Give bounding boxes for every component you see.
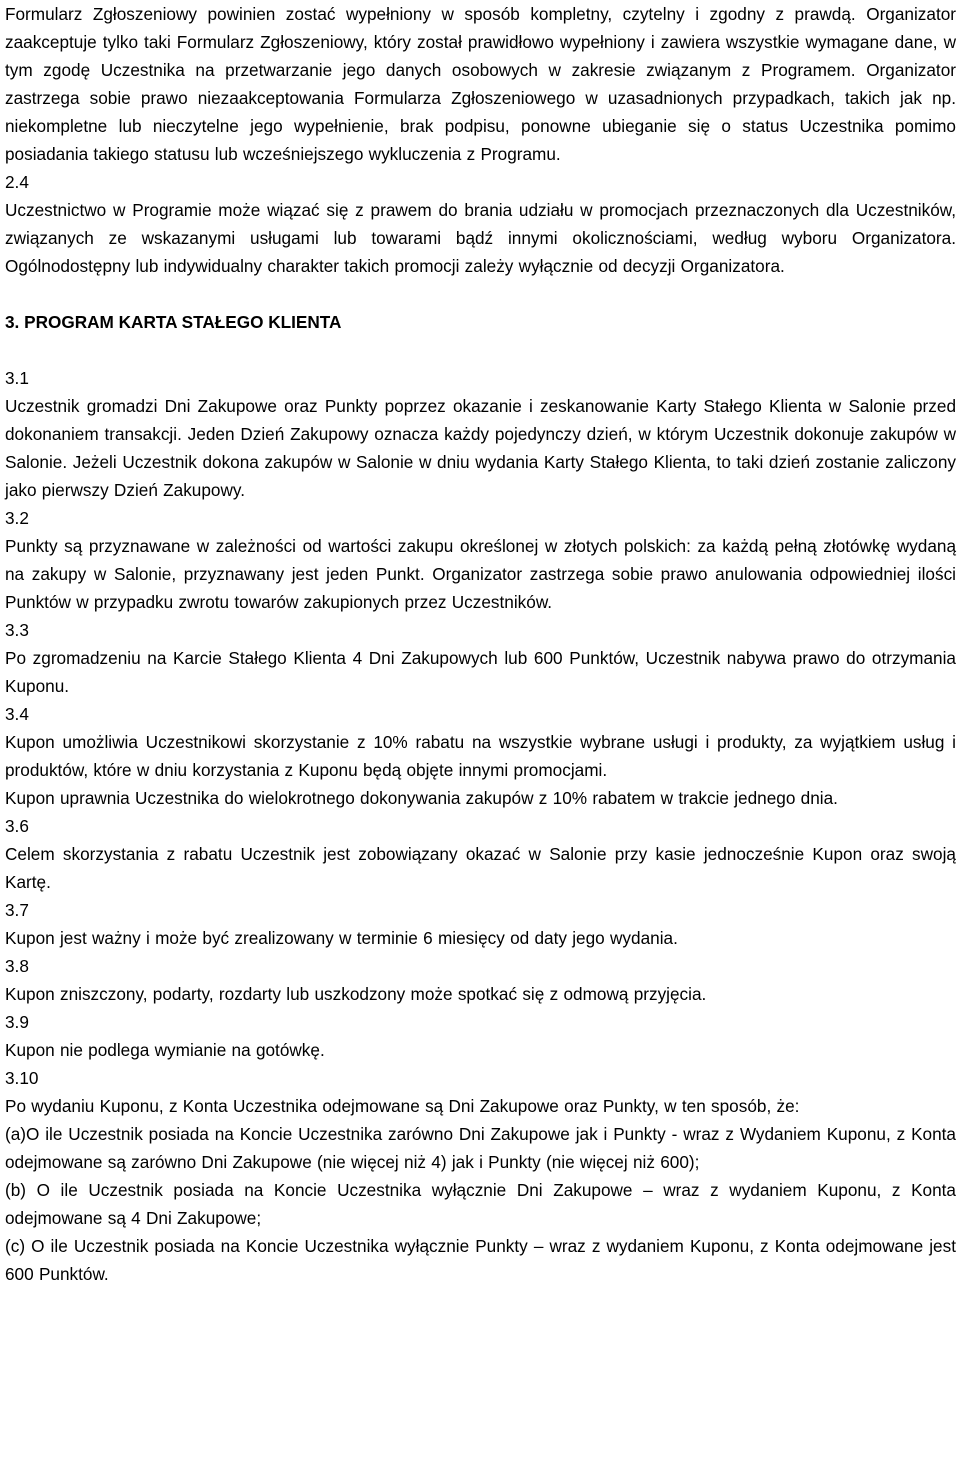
paragraph-deduction-b: (b) O ile Uczestnik posiada na Koncie Uczestnika wyłącznie Dni Zakupowe – wraz z wydaniem Kuponu, z Konta odejmowane są 4 Dni Zakupowe; <box>5 1180 956 1228</box>
regulations-text <box>5 0 956 1288</box>
paragraph-deduction-intro: Po wydaniu Kuponu, z Konta Uczestnika odejmowane są Dni Zakupowe oraz Punkty, w ten sposób, że: <box>5 1096 800 1116</box>
section-number-3-10: 3.10 <box>5 1068 39 1088</box>
paragraph-coupon-eligibility: Po zgromadzeniu na Karcie Stałego Klienta 4 Dni Zakupowych lub 600 Punktów, Uczestnik nabywa prawo do otrzymania Kuponu. <box>5 648 956 696</box>
section-number-3-4: 3.4 <box>5 704 29 724</box>
section-number-2-4: 2.4 <box>5 172 29 192</box>
section-number-3-2: 3.2 <box>5 508 29 528</box>
section-number-3-7: 3.7 <box>5 900 29 920</box>
section-number-3-1: 3.1 <box>5 368 29 388</box>
paragraph-coupon-validity: Kupon jest ważny i może być zrealizowany w terminie 6 miesięcy od daty jego wydania. <box>5 928 678 948</box>
paragraph-coupon-multiple-use: Kupon uprawnia Uczestnika do wielokrotnego dokonywania zakupów z 10% rabatem w trakcie jednego dnia. <box>5 788 838 808</box>
paragraph-promotions: Uczestnictwo w Programie może wiązać się z prawem do brania udziału w promocjach przeznaczonych dla Uczestników, związanych ze wskazanymi usługami lub towarami bądź innymi okolicznościami, według wyboru Organizatora. Ogólnodostępny lub indywidualny charakter takich promocji zależy wyłącznie od decyzji Organizatora. <box>5 200 956 276</box>
paragraph-deduction-c: (c) O ile Uczestnik posiada na Koncie Uczestnika wyłącznie Punkty – wraz z wydaniem Kuponu, z Konta odejmowane jest 600 Punktów. <box>5 1236 956 1284</box>
paragraph-points: Punkty są przyznawane w zależności od wartości zakupu określonej w złotych polskich: za każdą pełną złotówkę wydaną na zakupy w Salonie, przyznawany jest jeden Punkt. Organizator zastrzega sobie prawo anulowania odpowiedniej ilości Punktów w przypadku zwrotu towarów zakupionych przez Uczestników. <box>5 536 956 612</box>
paragraph-coupon-damaged: Kupon zniszczony, podarty, rozdarty lub uszkodzony może spotkać się z odmową przyjęcia. <box>5 984 707 1004</box>
paragraph-coupon-cash: Kupon nie podlega wymianie na gotówkę. <box>5 1040 325 1060</box>
paragraph-deduction-a: (a)O ile Uczestnik posiada na Koncie Uczestnika zarówno Dni Zakupowe jak i Punkty - wraz z Wydaniem Kuponu, z Konta odejmowane są zarówno Dni Zakupowe (nie więcej niż 4) jak i Punkty (nie więcej niż 600); <box>5 1124 956 1172</box>
section-number-3-8: 3.8 <box>5 956 29 976</box>
section-number-3-3: 3.3 <box>5 620 29 640</box>
paragraph-registration-form: Formularz Zgłoszeniowy powinien zostać wypełniony w sposób kompletny, czytelny i zgodny z prawdą. Organizator zaakceptuje tylko taki Formularz Zgłoszeniowy, który został prawidłowo wypełniony i zawiera wszystkie wymagane dane, w tym zgodę Uczestnika na przetwarzanie jego danych osobowych w zakresie związanym z Programem. Organizator zastrzega sobie prawo niezaakceptowania Formularza Zgłoszeniowego w uzasadnionych przypadkach, takich jak np. niekompletne lub nieczytelne jego wypełnienie, brak podpisu, ponowne ubieganie się o status Uczestnika pomimo posiadania takiego statusu lub wcześniejszego wykluczenia z Programu. <box>5 4 956 164</box>
section-heading-3: 3. PROGRAM KARTA STAŁEGO KLIENTA <box>5 312 342 332</box>
paragraph-coupon-discount: Kupon umożliwia Uczestnikowi skorzystanie z 10% rabatu na wszystkie wybrane usługi i produkty, za wyjątkiem usług i produktów, które w dniu korzystania z Kuponu będą objęte innymi promocjami. <box>5 732 956 780</box>
section-number-3-9: 3.9 <box>5 1012 29 1032</box>
paragraph-shopping-days: Uczestnik gromadzi Dni Zakupowe oraz Punkty poprzez okazanie i zeskanowanie Karty Stałego Klienta w Salonie przed dokonaniem transakcji. Jeden Dzień Zakupowy oznacza każdy pojedynczy dzień, w którym Uczestnik dokonuje zakupów w Salonie. Jeżeli Uczestnik dokona zakupów w Salonie w dniu wydania Karty Stałego Klienta, to taki dzień zostanie zaliczony jako pierwszy Dzień Zakupowy. <box>5 396 956 500</box>
paragraph-coupon-presentation: Celem skorzystania z rabatu Uczestnik jest zobowiązany okazać w Salonie przy kasie jednocześnie Kupon oraz swoją Kartę. <box>5 844 956 892</box>
section-number-3-6: 3.6 <box>5 816 29 836</box>
